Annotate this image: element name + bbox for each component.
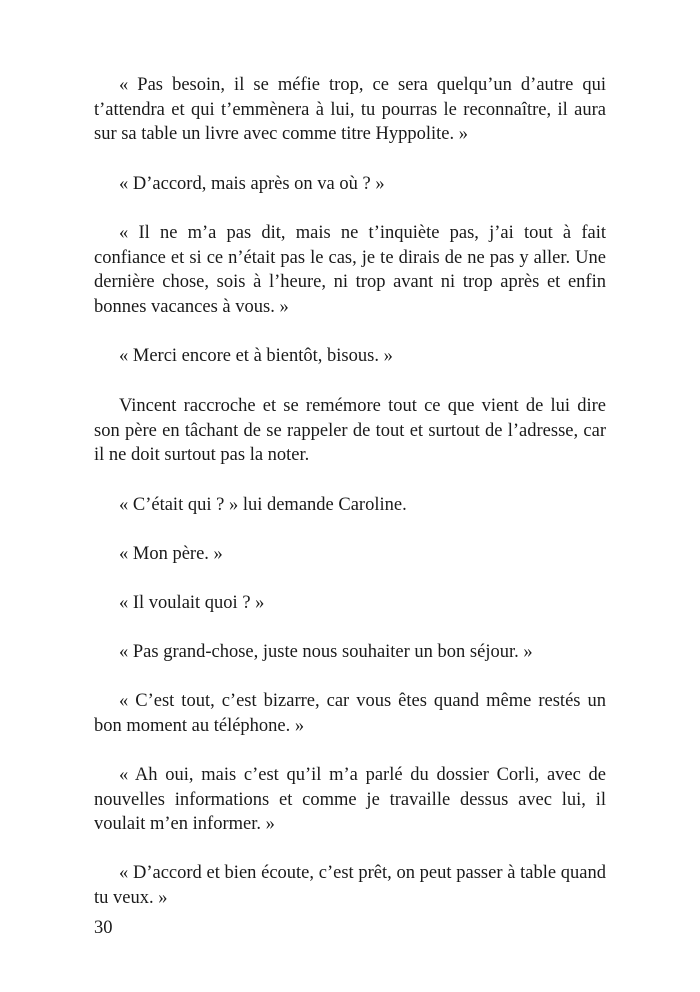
paragraph-4: « Merci encore et à bientôt, bisous. » <box>119 346 393 366</box>
paragraph-3: « Il ne m’a pas dit, mais ne t’inquiète pas, j’ai tout à fait confiance et si ce n’était pas le cas, je te dirais de ne pas y aller. Une dernière chose, sois à l’heure, ni trop avant ni trop après et enfin bonnes vacances à vous. » <box>94 223 606 317</box>
paragraph-9: « Pas grand-chose, juste nous souhaiter un bon séjour. » <box>119 642 533 662</box>
paragraph-1: « Pas besoin, il se méfie trop, ce sera quelqu’un d’autre qui t’attendra et qui t’emmènera à lui, tu pourras le reconnaître, il aura sur sa table un livre avec comme titre Hyppolite. » <box>94 75 606 145</box>
paragraph-2: « D’accord, mais après on va où ? » <box>119 174 385 194</box>
paragraph-10: « C’est tout, c’est bizarre, car vous êtes quand même restés un bon moment au téléphone. » <box>94 691 606 736</box>
paragraph-11: « Ah oui, mais c’est qu’il m’a parlé du dossier Corli, avec de nouvelles informations et comme je travaille dessus avec lui, il voulait m’en informer. » <box>94 765 606 835</box>
paragraph-5: Vincent raccroche et se remémore tout ce que vient de lui dire son père en tâchant de se rappeler de tout et surtout de l’adresse, car il ne doit surtout pas la noter. <box>94 396 606 466</box>
paragraph-12: « D’accord et bien écoute, c’est prêt, on peut passer à table quand tu veux. » <box>94 863 606 908</box>
paragraph-6: « C’était qui ? » lui demande Caroline. <box>119 495 407 515</box>
paragraph-7: « Mon père. » <box>119 544 223 564</box>
page-number: 30 <box>94 918 113 938</box>
paragraph-8: « Il voulait quoi ? » <box>119 593 265 613</box>
